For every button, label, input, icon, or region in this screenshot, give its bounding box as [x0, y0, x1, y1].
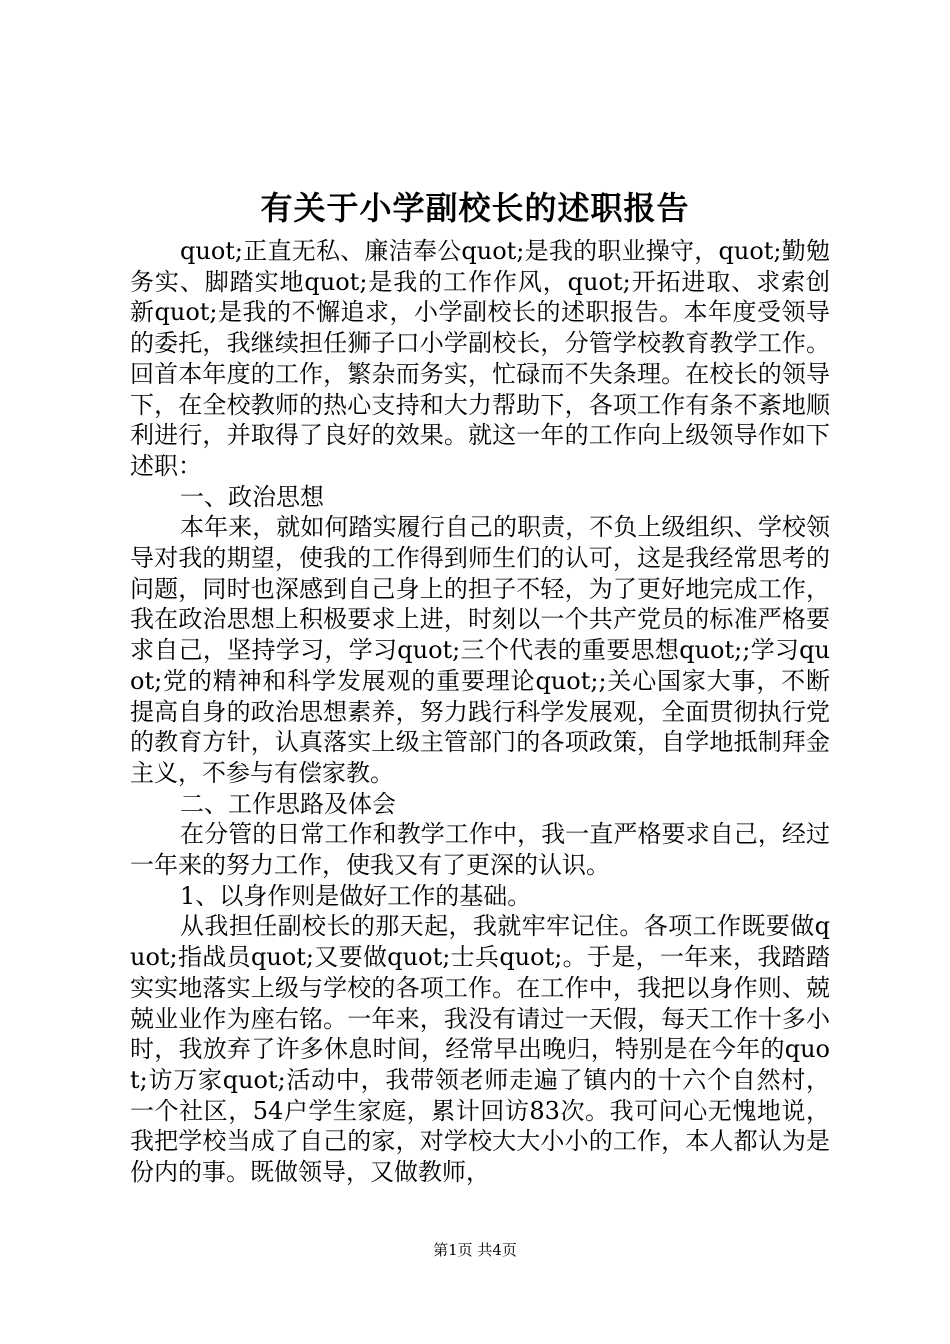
- section-heading-work-ideas: 二、工作思路及体会: [180, 789, 396, 818]
- paragraph-intro: quot;正直无私、廉洁奉公quot;是我的职业操守，quot;勤勉务实、脚踏实地quot;是我的工作作风，quot;开拓进取、求索创新quot;是我的不懈追求，小学副校长的述职报告。本年度受领导的委托，我继续担任狮子口小学副校长，分管学校教育教学工作。回首本年度的工作，繁杂而务实，忙碌而不失条理。在校长的领导下，在全校教师的热心支持和大力帮助下，各项工作有条不紊地顺利进行，并取得了良好的效果。就这一年的工作向上级领导作如下述职：: [130, 237, 830, 480]
- subheading-lead-by-example: 1、以身作则是做好工作的基础。: [180, 881, 532, 910]
- section-heading-politics: 一、政治思想: [180, 482, 324, 511]
- paragraph-politics: 本年来，就如何踏实履行自己的职责，不负上级组织、学校领导对我的期望，使我的工作得到师生们的认可，这是我经常思考的问题，同时也深感到自己身上的担子不轻，为了更好地完成工作，我在政治思想上积极要求上进，时刻以一个共产党员的标准严格要求自己，坚持学习，学习quot;三个代表的重要思想quot;;学习quot;党的精神和科学发展观的重要理论quot;;关心国家大事，不断提高自身的政治思想素养，努力践行科学发展观，全面贯彻执行党的教育方针，认真落实上级主管部门的各项政策，自学地抵制拜金主义，不参与有偿家教。: [130, 513, 830, 787]
- document-title: 有关于小学副校长的述职报告: [260, 189, 690, 227]
- paragraph-work-ideas: 在分管的日常工作和教学工作中，我一直严格要求自己，经过一年来的努力工作，使我又有了更深的认识。: [130, 820, 830, 880]
- paragraph-lead-by-example: 从我担任副校长的那天起，我就牢牢记住。各项工作既要做quot;指战员quot;又要做quot;士兵quot;。于是，一年来，我踏踏实实地落实上级与学校的各项工作。在工作中，我把以身作则、兢兢业业作为座右铭。一年来，我没有请过一天假，每天工作十多小时，我放弃了许多休息时间，经常早出晚归，特别是在今年的quot;访万家quot;活动中，我带领老师走遍了镇内的十六个自然村，一个社区，54户学生家庭，累计回访83次。我可问心无愧地说，我把学校当成了自己的家，对学校大大小小的工作，本人都认为是份内的事。既做领导，又做教师，: [130, 912, 830, 1187]
- document-body: [130, 236, 830, 1188]
- page-footer: 第1页 共4页: [433, 1241, 517, 1259]
